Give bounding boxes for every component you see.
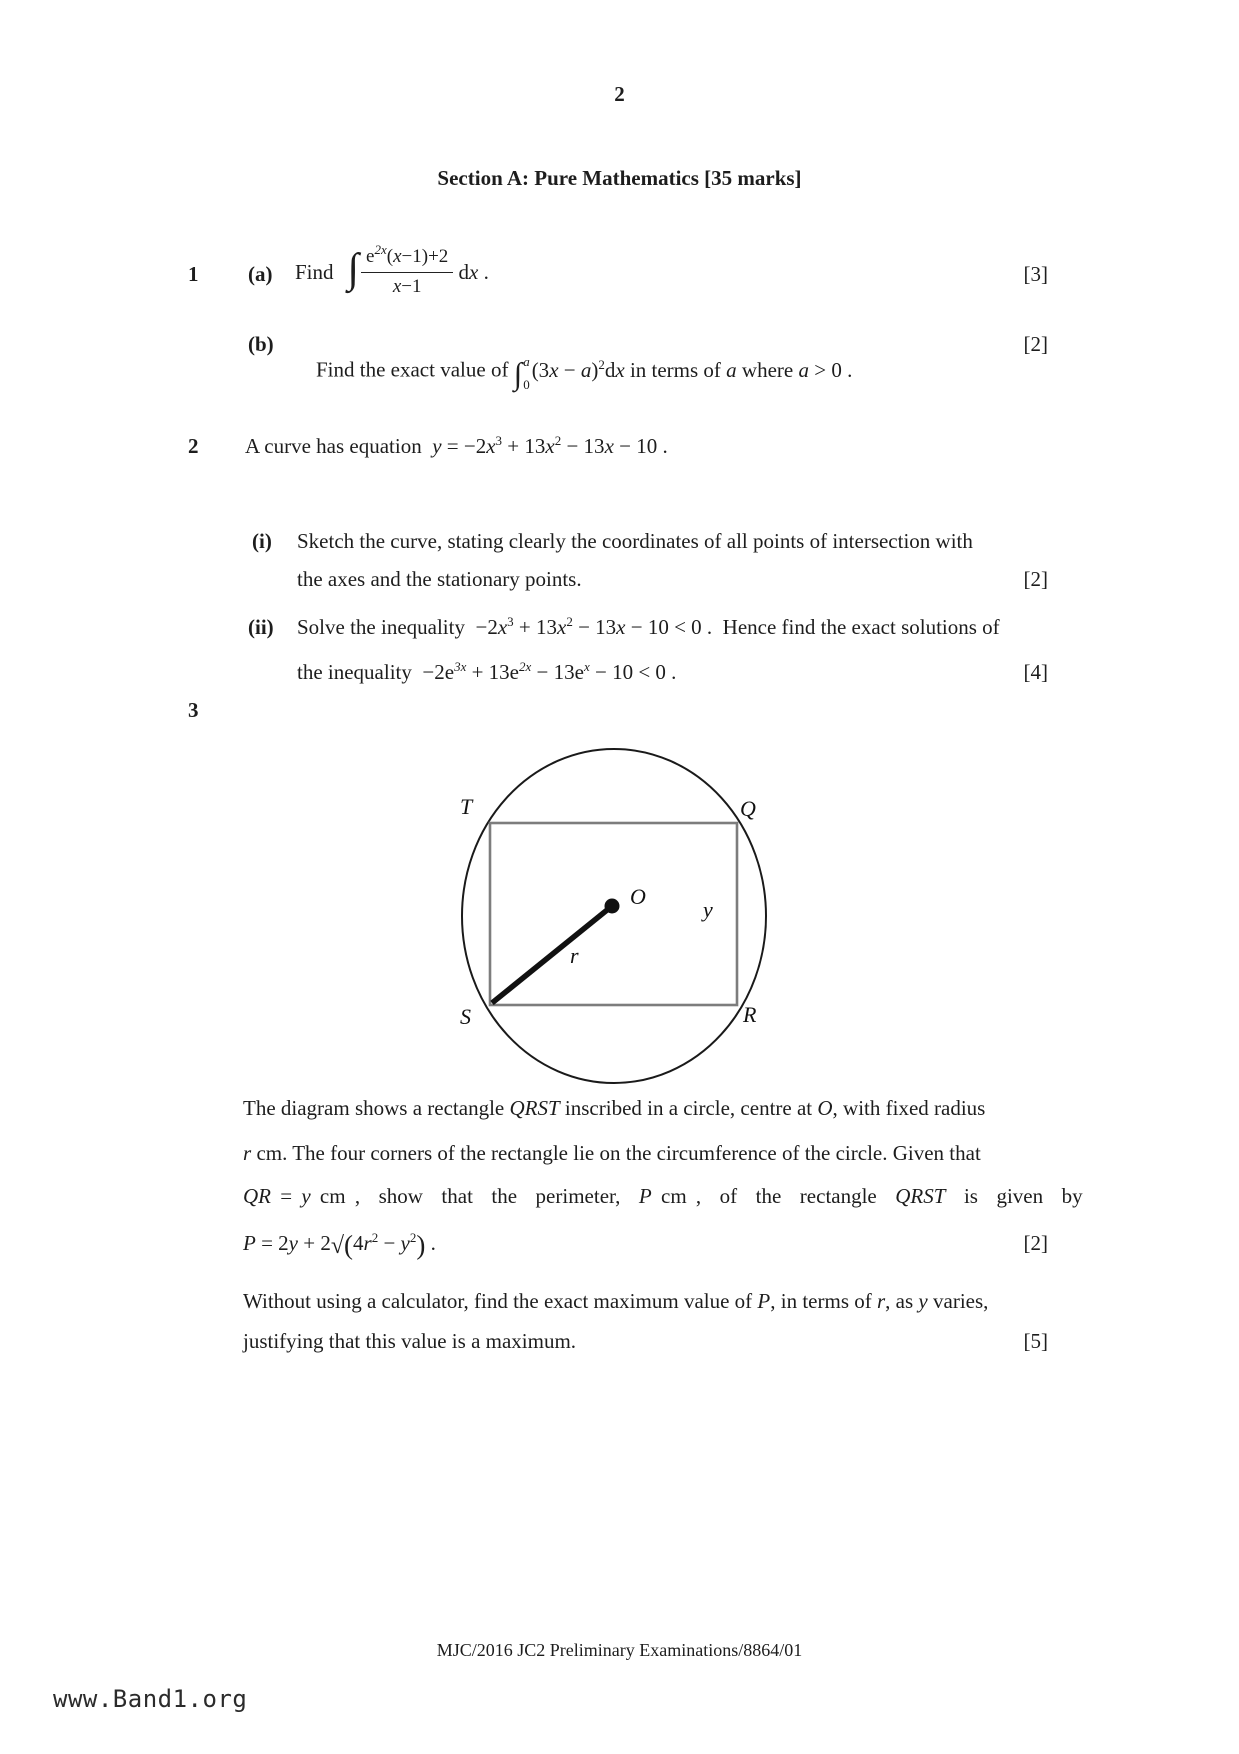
q2-number: 2 xyxy=(188,434,199,458)
math-token: r xyxy=(876,1289,886,1313)
q3-para-line3 xyxy=(243,1186,1083,1207)
math-token: QRST xyxy=(895,1184,946,1208)
q2ii-marks: [4] xyxy=(1023,660,1048,684)
math-token: ( xyxy=(386,245,394,267)
math-token: + 13e xyxy=(466,660,520,684)
math-token: cm. The four corners of the rectangle lie on the circumference of the circle. Given that xyxy=(251,1141,981,1165)
math-token: x xyxy=(616,615,626,639)
math-token: 2 xyxy=(566,614,573,629)
math-token: P xyxy=(757,1289,771,1313)
math-token: where xyxy=(736,357,799,382)
footer-exam-reference: MJC/2016 JC2 Preliminary Examinations/8864/01 xyxy=(436,1640,803,1660)
circle-rectangle-diagram xyxy=(430,690,820,1120)
q1b-lower-limit: 0 xyxy=(523,377,530,392)
q3-number: 3 xyxy=(188,698,199,722)
math-token: Sketch the curve, stating clearly the coordinates of all points of intersection with xyxy=(297,529,973,553)
q3-max-line2 xyxy=(243,1331,576,1352)
q1a-numerator xyxy=(361,241,453,273)
q3-max-line1 xyxy=(243,1291,988,1312)
page-number: 2 xyxy=(614,82,625,106)
label-R: R xyxy=(743,1002,757,1027)
math-token: is given by xyxy=(945,1184,1083,1208)
q1a-marks: [3] xyxy=(1023,262,1048,286)
math-token: − 10 < 0 . Hence find the exact solutions of xyxy=(625,615,1000,639)
label-y: y xyxy=(703,897,713,922)
math-token: justifying that this value is a maximum. xyxy=(243,1329,577,1353)
math-token: QR xyxy=(243,1184,271,1208)
watermark-url: www.Band1.org xyxy=(53,1685,248,1713)
label-Q: Q xyxy=(740,796,756,821)
q1b-expression xyxy=(532,358,853,382)
integral-sign: ∫ xyxy=(347,246,360,292)
math-token: = −2 xyxy=(441,434,487,458)
q3-para-line2 xyxy=(243,1143,981,1164)
math-token: y xyxy=(400,1231,410,1255)
q1a-formula xyxy=(295,240,489,304)
math-token: > 0 . xyxy=(808,357,853,382)
q1b-marks: [2] xyxy=(1023,332,1048,356)
math-token: . xyxy=(425,1231,436,1255)
q1b-lead: Find the exact value of xyxy=(316,357,514,382)
math-token: x xyxy=(469,259,479,284)
math-token: 3x xyxy=(454,659,467,674)
q3-para-line1 xyxy=(243,1098,985,1119)
q1b-line xyxy=(295,334,852,412)
math-token: − 13e xyxy=(531,660,584,684)
label-r: r xyxy=(570,943,579,968)
label-T: T xyxy=(460,794,473,819)
math-token: cm , of the rectangle xyxy=(651,1184,896,1208)
math-token: 2 xyxy=(554,433,562,448)
math-token: y xyxy=(288,1231,298,1255)
q2i-marks: [2] xyxy=(1023,567,1048,591)
math-token: 2x xyxy=(519,659,532,674)
math-token: O xyxy=(817,1096,833,1120)
math-token: a xyxy=(580,357,592,382)
math-token: 2 xyxy=(598,356,605,372)
math-token: 3 xyxy=(495,433,503,448)
label-O: O xyxy=(630,884,646,909)
math-token: y xyxy=(918,1289,928,1313)
math-token: x xyxy=(583,659,590,674)
math-token: P xyxy=(243,1231,256,1255)
math-token: −1 xyxy=(401,275,422,297)
math-token: 4 xyxy=(353,1231,364,1255)
centre-dot xyxy=(605,899,620,914)
math-token: r xyxy=(363,1231,372,1255)
q1a-label: (a) xyxy=(248,262,273,286)
q2ii-line2 xyxy=(297,659,677,685)
math-token: x xyxy=(486,434,496,458)
q2i-label: (i) xyxy=(252,529,272,553)
q2i-line2 xyxy=(297,569,582,590)
math-token: , as xyxy=(885,1289,919,1313)
math-token: QRST xyxy=(509,1096,560,1120)
math-token: . xyxy=(478,259,489,284)
q3-formula-marks: [2] xyxy=(1023,1231,1048,1255)
math-token: y xyxy=(432,434,442,458)
math-token: x xyxy=(556,615,567,639)
radius-line xyxy=(492,906,612,1003)
math-token: − 10 . xyxy=(613,434,668,458)
circle xyxy=(462,749,766,1083)
q2-intro xyxy=(245,433,668,459)
integral-sign: ∫ xyxy=(513,355,523,391)
math-token: in terms of xyxy=(624,357,727,382)
math-token: y xyxy=(301,1184,311,1208)
math-token: ) xyxy=(421,245,429,267)
math-token: +2 xyxy=(428,245,449,267)
math-token: − 13 xyxy=(561,434,605,458)
math-token: cm , show that the perimeter, xyxy=(310,1184,639,1208)
math-token: (3 xyxy=(531,357,550,382)
math-token: the axes and the stationary points. xyxy=(297,567,582,591)
q1b-label: (b) xyxy=(248,332,274,356)
math-token: x xyxy=(545,434,555,458)
q1a-find: Find xyxy=(295,259,334,284)
math-token: 2 xyxy=(409,1230,417,1245)
q2i-line1 xyxy=(297,531,973,552)
math-token: 3 xyxy=(507,614,514,629)
math-token: x xyxy=(549,357,559,382)
section-title: Section A: Pure Mathematics [35 marks] xyxy=(437,166,802,190)
math-token: Solve the inequality −2 xyxy=(297,615,498,639)
math-token: r xyxy=(243,1141,252,1165)
math-token: A curve has equation xyxy=(245,434,433,458)
math-token: ) xyxy=(591,357,599,382)
math-token: = xyxy=(271,1184,302,1208)
math-token: x xyxy=(604,434,614,458)
math-token: The diagram shows a rectangle xyxy=(243,1096,510,1120)
math-token: √ xyxy=(330,1233,345,1259)
q1-number: 1 xyxy=(188,262,199,286)
q1b-upper-limit: a xyxy=(523,354,530,369)
math-token: = 2 xyxy=(255,1231,289,1255)
math-token: − 10 < 0 . xyxy=(589,660,677,684)
math-token: , in terms of xyxy=(770,1289,877,1313)
math-token: e xyxy=(366,245,375,267)
math-token: P xyxy=(638,1184,652,1208)
q1a-dx xyxy=(453,259,489,284)
math-token: a xyxy=(726,357,737,382)
math-token: + 13 xyxy=(513,615,557,639)
math-token: ) xyxy=(416,1230,426,1260)
q3-marks: [5] xyxy=(1023,1329,1048,1353)
math-token: − xyxy=(558,357,581,382)
math-token: 2x xyxy=(374,241,387,257)
math-token: −1 xyxy=(401,245,422,267)
q3-perimeter-formula xyxy=(243,1230,436,1260)
q2ii-line1 xyxy=(297,614,1000,640)
q1a-denominator xyxy=(393,273,422,300)
math-token: − xyxy=(378,1231,401,1255)
q1a-fraction xyxy=(361,241,453,299)
math-token: + 13 xyxy=(502,434,546,458)
math-token: inscribed in a circle, centre at xyxy=(559,1096,818,1120)
math-token: a xyxy=(798,357,809,382)
q1b-integral xyxy=(514,355,532,391)
math-token: d xyxy=(453,259,470,284)
math-token: + 2 xyxy=(298,1231,331,1255)
math-token: x xyxy=(392,275,402,297)
math-token: the inequality −2e xyxy=(297,660,455,684)
math-token: , with fixed radius xyxy=(832,1096,986,1120)
math-token: d xyxy=(604,357,616,382)
q2ii-label: (ii) xyxy=(248,615,274,639)
math-token: 2 xyxy=(371,1230,379,1245)
math-token: − 13 xyxy=(572,615,617,639)
math-token: Without using a calculator, find the exact maximum value of xyxy=(243,1289,758,1313)
math-token: x xyxy=(615,357,625,382)
math-token: x xyxy=(393,245,402,267)
math-token: x xyxy=(497,615,508,639)
label-S: S xyxy=(460,1004,471,1029)
math-token: varies, xyxy=(927,1289,989,1313)
math-token: ( xyxy=(344,1230,354,1260)
